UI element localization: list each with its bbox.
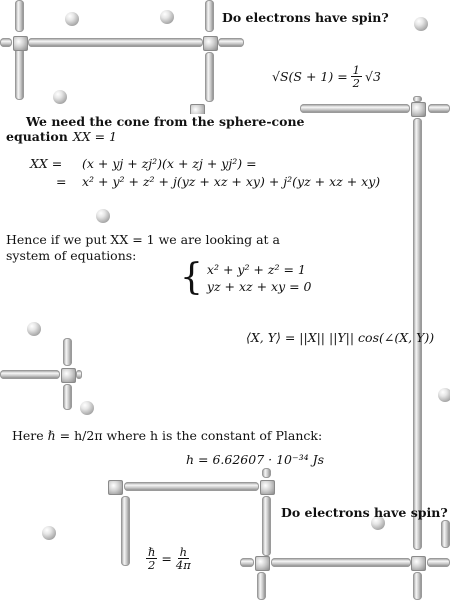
xx-lhs: XX = [30, 156, 63, 171]
vertical-pipe [257, 572, 266, 600]
xx-row2-eq: = [56, 174, 67, 189]
sphere-icon [65, 12, 79, 26]
vertical-pipe [441, 520, 450, 548]
sphere-icon [80, 401, 94, 415]
sphere-icon [53, 90, 67, 104]
pipe-joint [61, 368, 76, 383]
spin-value-rhs: √3 [365, 69, 381, 84]
pipe-joint [255, 556, 270, 571]
spin-value-fraction: $\frac{1}{2}$ [352, 63, 360, 90]
vertical-pipe [63, 338, 72, 366]
xx-row2: x² + y² + z² + j(yz + xz + xy) + j²(yz + xz + xy) [82, 174, 381, 189]
equation-system [180, 257, 312, 298]
vertical-pipe [413, 96, 422, 102]
vertical-pipe [63, 384, 72, 410]
planck-text: Here ℏ = h/2π where h is the constant of Planck: [12, 428, 323, 443]
pipe-joint [13, 36, 28, 51]
spin-value-equation [272, 64, 381, 89]
horizontal-pipe [28, 38, 203, 47]
vertical-pipe [15, 48, 24, 100]
sphere-icon [96, 209, 110, 223]
pipe-joint [108, 480, 123, 495]
spin-heading-bottom: Do electrons have spin? [281, 505, 448, 520]
sphere-icon [42, 526, 56, 540]
vertical-pipe [15, 0, 24, 32]
xx-row1: (x + yj + zj²)(x + zj + yj²) = [82, 156, 257, 171]
pipe-joint [203, 36, 218, 51]
horizontal-pipe [76, 370, 82, 379]
pipe-joint [260, 480, 275, 495]
cone-heading-line2: equation XX = 1 [6, 129, 118, 144]
horizontal-pipe [124, 482, 259, 491]
horizontal-pipe [0, 38, 12, 47]
spin-heading-top: Do electrons have spin? [222, 10, 389, 25]
cone-equation: XX = 1 [72, 129, 118, 144]
horizontal-pipe [428, 104, 450, 113]
sphere-icon [27, 322, 41, 336]
inner-product-equation: ⟨X, Y⟩ = ||X|| ||Y|| cos(∠(X, Y)) [246, 330, 435, 345]
hence-line1: Hence if we put XX = 1 we are looking at a [6, 232, 280, 247]
horizontal-pipe [427, 558, 450, 567]
vertical-pipe [262, 496, 271, 556]
horizontal-pipe [0, 370, 60, 379]
horizontal-pipe [218, 38, 244, 47]
horizontal-pipe [271, 558, 411, 567]
vertical-pipe [121, 496, 130, 566]
pipe-joint [411, 102, 426, 117]
system-row2: yz + xz + xy = 0 [206, 279, 312, 294]
planck-value: h = 6.62607 · 10⁻³⁴ Js [186, 452, 325, 467]
cone-heading: We need the cone from the sphere-cone [26, 114, 305, 129]
pipe-joint [411, 556, 426, 571]
vertical-pipe [205, 0, 214, 32]
hbar-half-equation: $\frac{\text{ℏ}}{2}$ = $\frac{h}{4\pi}$ [148, 545, 191, 572]
sphere-icon [414, 17, 428, 31]
hence-line2: system of equations: [6, 248, 137, 263]
horizontal-pipe [240, 558, 254, 567]
vertical-pipe [205, 52, 214, 102]
sphere-icon [438, 388, 450, 402]
horizontal-pipe [300, 104, 410, 113]
vertical-pipe [413, 572, 422, 600]
vertical-pipe [262, 468, 271, 478]
sphere-icon [160, 10, 174, 24]
system-row1: x² + y² + z² = 1 [206, 262, 306, 277]
brace-icon: { [180, 257, 203, 298]
spin-value-lhs: √S(S + 1) = [272, 69, 348, 84]
